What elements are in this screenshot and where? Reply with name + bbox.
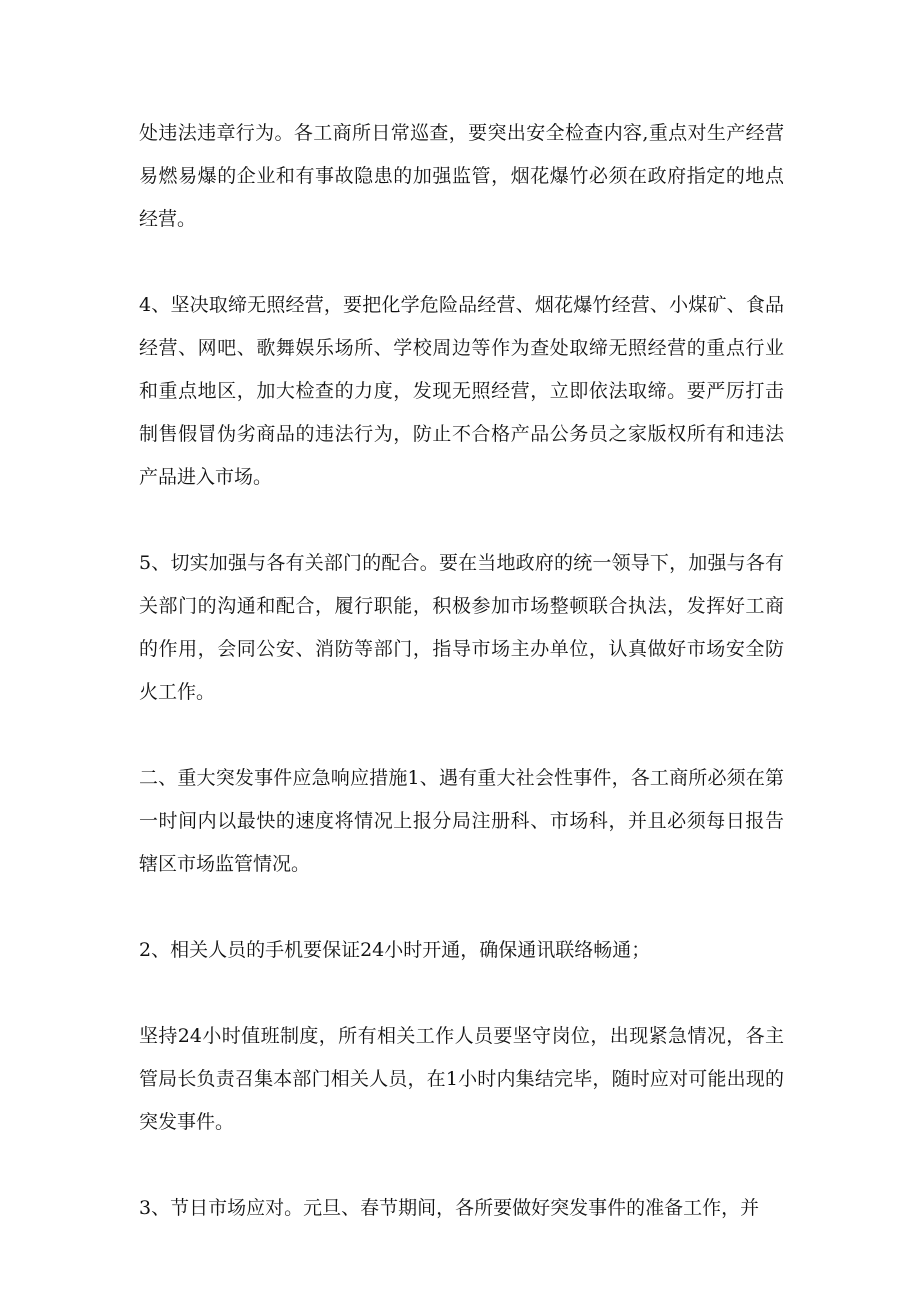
paragraph-section-2: 二、重大突发事件应急响应措施1、遇有重大社会性事件，各工商所必须在第一时间内以最快的速度将情况上报分局注册科、市场科，并且必须每日报告辖区市场监管情况。 bbox=[139, 767, 784, 875]
paragraph-item-5: 5、切实加强与各有关部门的配合。要在当地政府的统一领导下，加强与各有关部门的沟通和配合，履行职能，积极参加市场整顿联合执法，发挥好工商的作用，会同公安、消防等部门，指导市场主办单位，认真做好市场安全防火工作。 bbox=[139, 552, 784, 703]
paragraph-duty-system: 坚持24小时值班制度，所有相关工作人员要坚守岗位，出现紧急情况，各主管局长负责召集本部门相关人员，在1小时内集结完毕，随时应对可能出现的突发事件。 bbox=[139, 1025, 784, 1133]
paragraph-item-2: 2、相关人员的手机要保证24小时开通，确保通讯联络畅通； bbox=[139, 939, 651, 961]
document-body bbox=[139, 112, 784, 1230]
paragraph-continuation: 处违法违章行为。各工商所日常巡查，要突出安全检查内容,重点对生产经营易燃易爆的企业和有事故隐患的加强监管，烟花爆竹必须在政府指定的地点经营。 bbox=[139, 122, 784, 230]
paragraph-item-4: 4、坚决取缔无照经营，要把化学危险品经营、烟花爆竹经营、小煤矿、食品经营、网吧、歌舞娱乐场所、学校周边等作为查处取缔无照经营的重点行业和重点地区，加大检查的力度，发现无照经营，立即依法取缔。要严厉打击制售假冒伪劣商品的违法行为，防止不合格产品公务员之家版权所有和违法产品进入市场。 bbox=[139, 294, 784, 488]
paragraph-item-3: 3、节日市场应对。元旦、春节期间，各所要做好突发事件的准备工作，并 bbox=[139, 1197, 760, 1219]
